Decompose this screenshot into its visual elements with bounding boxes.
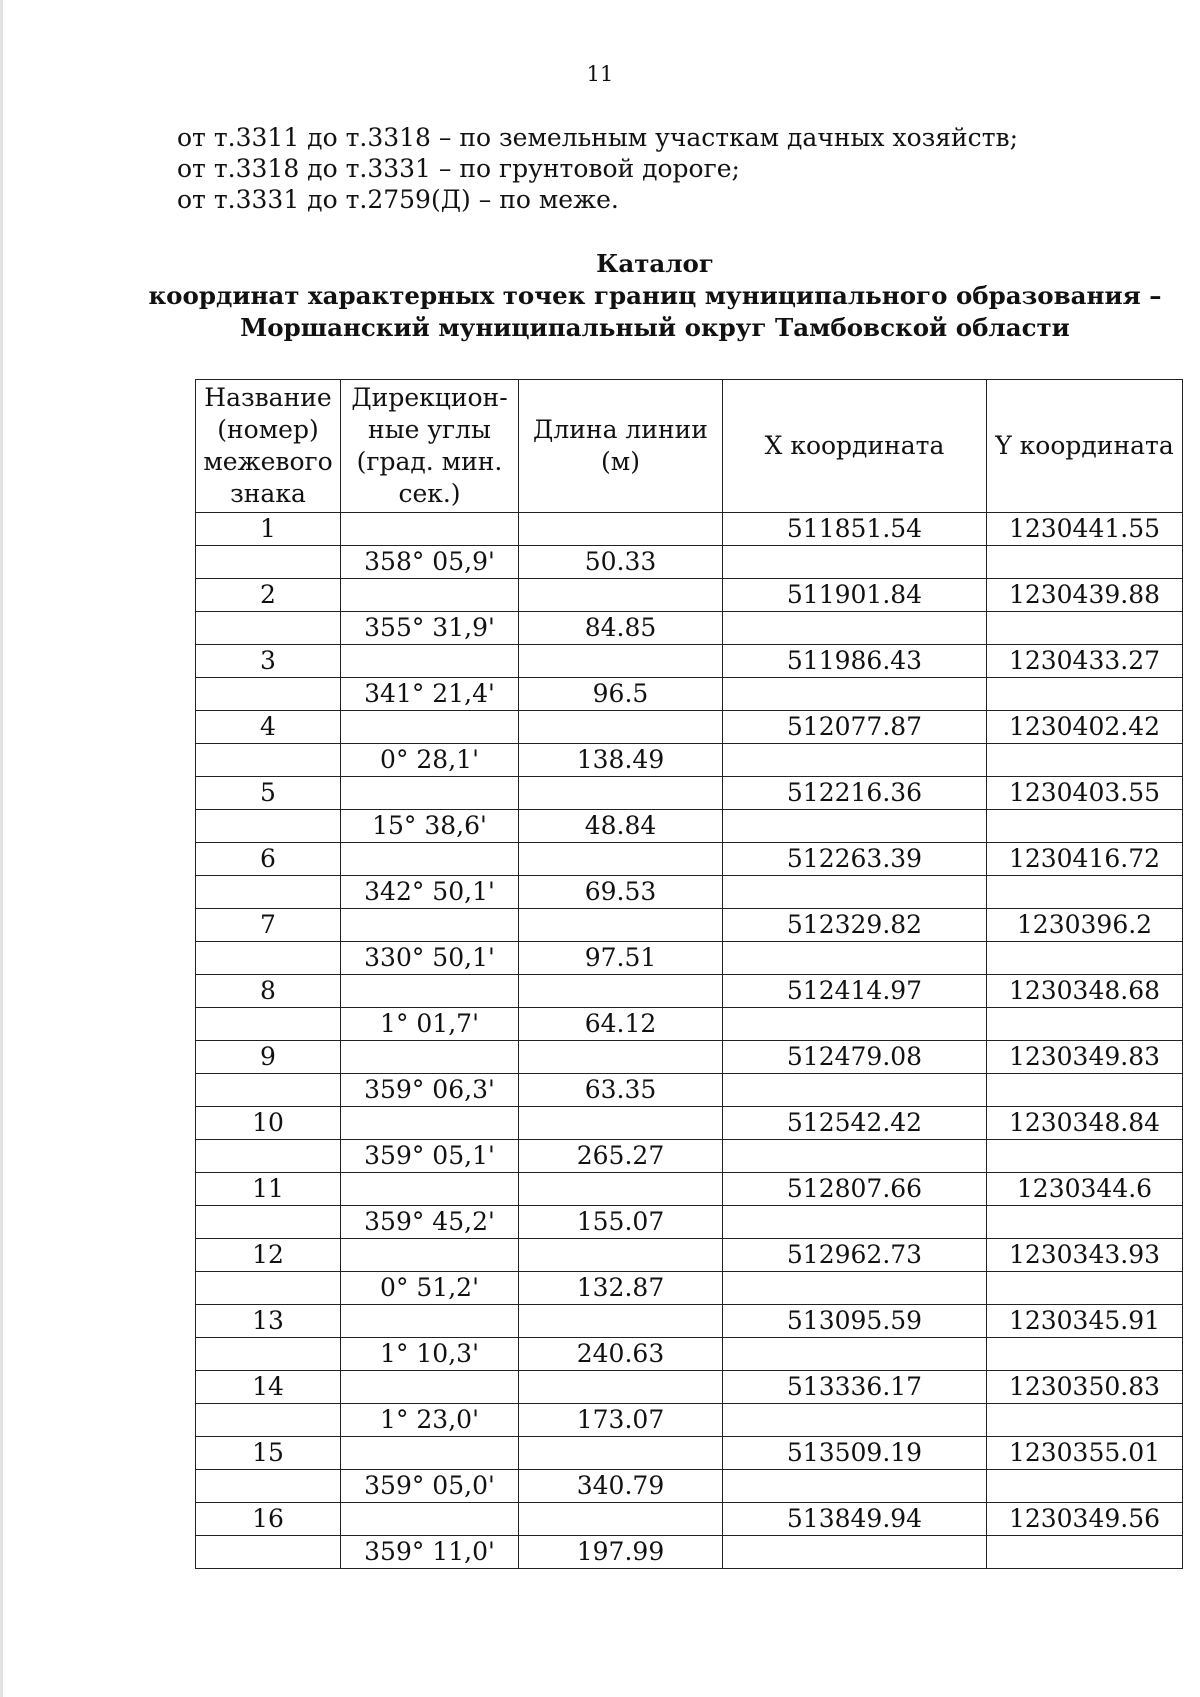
table-row	[196, 1140, 1183, 1173]
catalog-title-line: Моршанский муниципальный округ Тамбовской области	[240, 313, 1070, 342]
cell-length: 69.53	[519, 876, 723, 909]
cell-length	[519, 975, 723, 1008]
cell-angle: 1° 10,3'	[341, 1338, 519, 1371]
cell-y: 1230349.56	[987, 1503, 1183, 1536]
cell-name	[196, 876, 341, 909]
cell-y: 1230433.27	[987, 645, 1183, 678]
cell-length	[519, 513, 723, 546]
table-row	[196, 645, 1183, 678]
cell-x	[723, 1404, 987, 1437]
cell-angle	[341, 909, 519, 942]
cell-length	[519, 843, 723, 876]
cell-name	[196, 1272, 341, 1305]
cell-length: 265.27	[519, 1140, 723, 1173]
cell-y: 1230344.6	[987, 1173, 1183, 1206]
cell-x	[723, 1272, 987, 1305]
cell-x	[723, 1008, 987, 1041]
cell-y	[987, 1140, 1183, 1173]
cell-name: 4	[196, 711, 341, 744]
cell-x	[723, 1206, 987, 1239]
cell-angle: 355° 31,9'	[341, 612, 519, 645]
header-length: Длина линии (м)	[519, 380, 723, 513]
cell-y: 1230348.84	[987, 1107, 1183, 1140]
cell-name	[196, 1008, 341, 1041]
cell-length	[519, 1173, 723, 1206]
table-row	[196, 1041, 1183, 1074]
table-row	[196, 1404, 1183, 1437]
cell-angle	[341, 579, 519, 612]
cell-angle	[341, 645, 519, 678]
header-x: X координата	[723, 380, 987, 513]
cell-name	[196, 546, 341, 579]
cell-y	[987, 1338, 1183, 1371]
cell-y: 1230441.55	[987, 513, 1183, 546]
cell-angle: 330° 50,1'	[341, 942, 519, 975]
cell-length: 84.85	[519, 612, 723, 645]
cell-angle: 341° 21,4'	[341, 678, 519, 711]
cell-name	[196, 612, 341, 645]
cell-length: 240.63	[519, 1338, 723, 1371]
cell-x	[723, 810, 987, 843]
cell-name: 15	[196, 1437, 341, 1470]
cell-name	[196, 678, 341, 711]
cell-y	[987, 612, 1183, 645]
cell-x: 512542.42	[723, 1107, 987, 1140]
cell-length: 155.07	[519, 1206, 723, 1239]
cell-angle: 359° 06,3'	[341, 1074, 519, 1107]
table-row	[196, 1107, 1183, 1140]
table-row	[196, 612, 1183, 645]
cell-y	[987, 1470, 1183, 1503]
cell-name: 12	[196, 1239, 341, 1272]
cell-angle	[341, 1107, 519, 1140]
cell-name: 9	[196, 1041, 341, 1074]
catalog-title-line: координат характерных точек границ муниципального образования –	[148, 281, 1162, 310]
cell-name	[196, 810, 341, 843]
cell-length: 173.07	[519, 1404, 723, 1437]
cell-name: 3	[196, 645, 341, 678]
page-number: 11	[586, 62, 614, 86]
cell-length	[519, 579, 723, 612]
table-row	[196, 1272, 1183, 1305]
cell-name: 2	[196, 579, 341, 612]
cell-length	[519, 645, 723, 678]
cell-angle: 359° 45,2'	[341, 1206, 519, 1239]
intro-text	[177, 122, 1137, 215]
cell-name: 16	[196, 1503, 341, 1536]
cell-y: 1230396.2	[987, 909, 1183, 942]
cell-x	[723, 546, 987, 579]
cell-x	[723, 1536, 987, 1569]
cell-y: 1230345.91	[987, 1305, 1183, 1338]
cell-angle	[341, 711, 519, 744]
cell-name	[196, 1338, 341, 1371]
scan-edge	[0, 0, 3, 1697]
cell-angle: 359° 11,0'	[341, 1536, 519, 1569]
cell-length	[519, 1041, 723, 1074]
table-row	[196, 1503, 1183, 1536]
cell-name	[196, 744, 341, 777]
cell-angle	[341, 1305, 519, 1338]
cell-x	[723, 678, 987, 711]
cell-y	[987, 1536, 1183, 1569]
cell-angle: 342° 50,1'	[341, 876, 519, 909]
cell-x	[723, 612, 987, 645]
table-row	[196, 1074, 1183, 1107]
header-y: Y координата	[987, 380, 1183, 513]
cell-angle	[341, 1437, 519, 1470]
cell-length	[519, 777, 723, 810]
cell-name: 6	[196, 843, 341, 876]
cell-x: 511986.43	[723, 645, 987, 678]
cell-angle	[341, 1041, 519, 1074]
table-row	[196, 546, 1183, 579]
cell-length: 97.51	[519, 942, 723, 975]
cell-length: 50.33	[519, 546, 723, 579]
table-row	[196, 1437, 1183, 1470]
cell-length: 340.79	[519, 1470, 723, 1503]
cell-length: 132.87	[519, 1272, 723, 1305]
cell-name: 1	[196, 513, 341, 546]
cell-x: 512216.36	[723, 777, 987, 810]
header-name: Название (номер) межевого знака	[196, 380, 341, 513]
cell-length: 48.84	[519, 810, 723, 843]
cell-length	[519, 711, 723, 744]
table-row	[196, 1206, 1183, 1239]
cell-name: 8	[196, 975, 341, 1008]
cell-length: 96.5	[519, 678, 723, 711]
cell-length	[519, 1503, 723, 1536]
cell-y: 1230343.93	[987, 1239, 1183, 1272]
cell-x: 513336.17	[723, 1371, 987, 1404]
header-angle: Дирекцион-ные углы (град. мин. сек.)	[341, 380, 519, 513]
cell-name	[196, 1140, 341, 1173]
cell-length: 64.12	[519, 1008, 723, 1041]
table-row	[196, 810, 1183, 843]
cell-x: 512263.39	[723, 843, 987, 876]
cell-name	[196, 1536, 341, 1569]
cell-x: 511901.84	[723, 579, 987, 612]
table-row	[196, 1239, 1183, 1272]
cell-y	[987, 1074, 1183, 1107]
cell-x	[723, 1470, 987, 1503]
cell-angle: 359° 05,0'	[341, 1470, 519, 1503]
cell-name	[196, 942, 341, 975]
cell-angle	[341, 777, 519, 810]
cell-y	[987, 876, 1183, 909]
intro-line: от т.3331 до т.2759(Д) – по меже.	[177, 185, 619, 214]
cell-length	[519, 909, 723, 942]
cell-x: 513849.94	[723, 1503, 987, 1536]
cell-angle	[341, 1503, 519, 1536]
table-row	[196, 1305, 1183, 1338]
intro-line: от т.3311 до т.3318 – по земельным участкам дачных хозяйств;	[177, 123, 1019, 152]
cell-x	[723, 942, 987, 975]
cell-name: 7	[196, 909, 341, 942]
cell-angle: 1° 23,0'	[341, 1404, 519, 1437]
cell-angle: 1° 01,7'	[341, 1008, 519, 1041]
table-row	[196, 876, 1183, 909]
table-row	[196, 744, 1183, 777]
table-row	[196, 777, 1183, 810]
cell-y	[987, 1008, 1183, 1041]
cell-name	[196, 1074, 341, 1107]
cell-x: 513095.59	[723, 1305, 987, 1338]
cell-angle	[341, 1239, 519, 1272]
cell-x	[723, 1140, 987, 1173]
cell-length	[519, 1437, 723, 1470]
cell-y	[987, 942, 1183, 975]
cell-x	[723, 1074, 987, 1107]
table-row	[196, 1371, 1183, 1404]
cell-y: 1230350.83	[987, 1371, 1183, 1404]
cell-angle	[341, 1173, 519, 1206]
table-row	[196, 1008, 1183, 1041]
cell-angle	[341, 1371, 519, 1404]
table-row	[196, 579, 1183, 612]
cell-y	[987, 810, 1183, 843]
coordinates-table	[195, 379, 1183, 1569]
cell-y: 1230416.72	[987, 843, 1183, 876]
cell-x: 512807.66	[723, 1173, 987, 1206]
cell-angle: 358° 05,9'	[341, 546, 519, 579]
cell-y: 1230349.83	[987, 1041, 1183, 1074]
cell-x: 512414.97	[723, 975, 987, 1008]
cell-y: 1230439.88	[987, 579, 1183, 612]
catalog-title-line: Каталог	[596, 249, 714, 278]
cell-angle	[341, 513, 519, 546]
table-row	[196, 711, 1183, 744]
cell-angle: 15° 38,6'	[341, 810, 519, 843]
cell-angle: 359° 05,1'	[341, 1140, 519, 1173]
table-row	[196, 513, 1183, 546]
intro-line: от т.3318 до т.3331 – по грунтовой дороге;	[177, 154, 740, 183]
cell-y	[987, 1404, 1183, 1437]
table-row	[196, 942, 1183, 975]
cell-y: 1230402.42	[987, 711, 1183, 744]
cell-x: 512479.08	[723, 1041, 987, 1074]
cell-y	[987, 1272, 1183, 1305]
cell-length	[519, 1239, 723, 1272]
cell-length	[519, 1107, 723, 1140]
cell-length	[519, 1305, 723, 1338]
cell-name	[196, 1470, 341, 1503]
cell-y	[987, 678, 1183, 711]
table-header-row	[196, 380, 1183, 513]
cell-x: 512077.87	[723, 711, 987, 744]
cell-x: 513509.19	[723, 1437, 987, 1470]
cell-length	[519, 1371, 723, 1404]
cell-length: 63.35	[519, 1074, 723, 1107]
table-row	[196, 1338, 1183, 1371]
cell-y: 1230355.01	[987, 1437, 1183, 1470]
cell-y: 1230403.55	[987, 777, 1183, 810]
table-row	[196, 1536, 1183, 1569]
cell-angle	[341, 975, 519, 1008]
cell-x	[723, 876, 987, 909]
cell-x: 512329.82	[723, 909, 987, 942]
cell-y	[987, 1206, 1183, 1239]
cell-name: 13	[196, 1305, 341, 1338]
cell-x: 511851.54	[723, 513, 987, 546]
cell-name: 10	[196, 1107, 341, 1140]
cell-x	[723, 1338, 987, 1371]
cell-x	[723, 744, 987, 777]
cell-angle: 0° 28,1'	[341, 744, 519, 777]
cell-name: 11	[196, 1173, 341, 1206]
cell-x: 512962.73	[723, 1239, 987, 1272]
cell-angle: 0° 51,2'	[341, 1272, 519, 1305]
table-row	[196, 975, 1183, 1008]
table-row	[196, 1173, 1183, 1206]
cell-angle	[341, 843, 519, 876]
cell-y	[987, 744, 1183, 777]
table-row	[196, 1470, 1183, 1503]
cell-name	[196, 1206, 341, 1239]
cell-name	[196, 1404, 341, 1437]
catalog-title	[100, 248, 1200, 344]
table-row	[196, 843, 1183, 876]
table-row	[196, 909, 1183, 942]
cell-y	[987, 546, 1183, 579]
cell-length: 197.99	[519, 1536, 723, 1569]
cell-length: 138.49	[519, 744, 723, 777]
cell-y: 1230348.68	[987, 975, 1183, 1008]
cell-name: 5	[196, 777, 341, 810]
table-row	[196, 678, 1183, 711]
cell-name: 14	[196, 1371, 341, 1404]
table-body	[196, 513, 1183, 1569]
